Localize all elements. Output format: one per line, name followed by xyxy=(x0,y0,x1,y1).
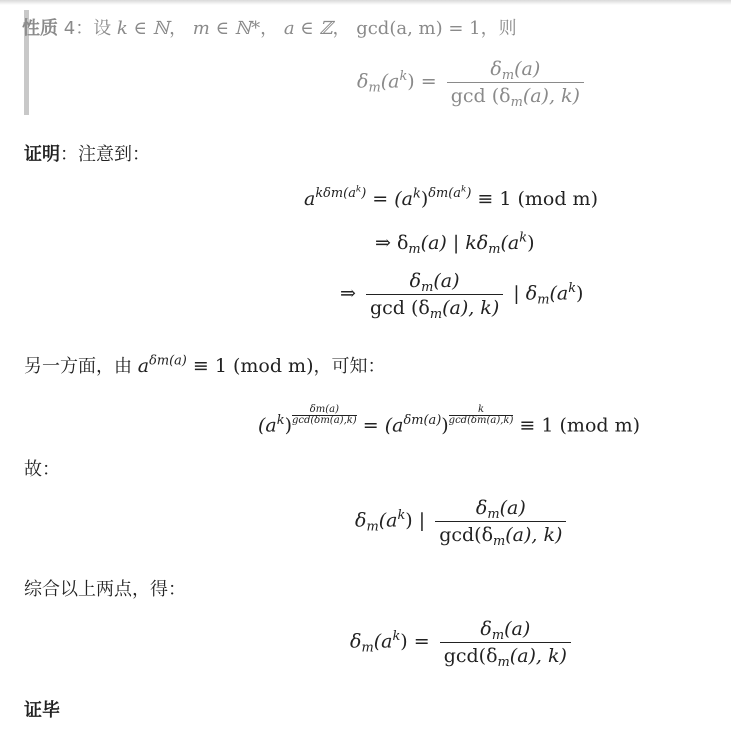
combine-sentence: 综合以上两点，得： xyxy=(24,579,186,600)
proposition-label: 性质 xyxy=(22,18,58,39)
conclusion-word: 则 xyxy=(498,18,517,39)
other-hand-sentence: 另一方面，由 $a^{\delta m(a)} \equiv 1$ (mod m)，可知： xyxy=(24,353,386,377)
condition-gcd: gcd(a, m) = 1 xyxy=(356,18,481,39)
proof-equation-3: ⇒ $\frac{\delta_m(a)}{\gcd (\delta_m(a), k)}$ | $\delta_m(a^k)$ xyxy=(340,270,584,322)
proof-fraction-3: $\frac{\delta_m(a)}{\gcd (\delta_m(a), k)}$ xyxy=(366,270,503,319)
proof-fraction-6: $\frac{\delta_m(a)}{\gcd(\delta_m(a), k)}$ xyxy=(440,618,571,667)
proof-label: 证明 xyxy=(24,144,60,165)
condition-k: k ∈ ℕ xyxy=(116,18,170,39)
condition-m: m ∈ ℕ* xyxy=(192,18,261,39)
proposition-statement: 性质 4：设 k ∈ ℕ， m ∈ ℕ*， a ∈ ℤ， gcd(a, m) = 1，则 xyxy=(22,18,517,39)
proof-equation-1: $a^{k\delta m(a^k)} = (a^k)^{\delta m(a^k)} \equiv 1$ (mod m) xyxy=(304,184,598,210)
proposition-formula: $\delta_m(a^k)$ = $\frac{\delta_m(a)}{\gcd (\delta_m(a), k)}$ xyxy=(357,58,588,107)
condition-a: a ∈ ℤ xyxy=(283,18,333,39)
qed-label: 证毕 xyxy=(24,700,60,721)
proposition-fraction: $\frac{\delta_m(a)}{\gcd (\delta_m(a), k)}$ xyxy=(447,58,584,107)
top-shadow xyxy=(0,0,731,5)
proof-fraction-5: $\frac{\delta_m(a)}{\gcd(\delta_m(a), k)}$ xyxy=(435,497,566,546)
proof-equation-6: $\delta_m(a^k)$ = $\frac{\delta_m(a)}{\gcd(\delta_m(a), k)}$ xyxy=(350,618,575,667)
therefore-label: 故： xyxy=(24,459,60,480)
proof-intro: 证明：注意到： xyxy=(24,144,150,165)
exponent-fraction-1: δm(a) gcd(δm(a),k) xyxy=(292,404,357,426)
proof-equation-4: $(a^k)$ δm(a) gcd(δm(a),k) = $(a^{\delta m(a)})$ k gcd(δm(a),k) ≡ 1 (mod m) xyxy=(258,404,641,437)
proof-equation-5: $\delta_m(a^k)$ | $\frac{\delta_m(a)}{\gcd(\delta_m(a), k)}$ xyxy=(355,497,570,546)
exponent-fraction-2: k gcd(δm(a),k) xyxy=(448,404,514,426)
proposition-number: 4 xyxy=(63,18,76,39)
given-prefix: 设 xyxy=(93,18,112,39)
proof-equation-2: ⇒ $\delta_m(a)$ | $k\delta_m(a^k)$ xyxy=(375,230,535,257)
